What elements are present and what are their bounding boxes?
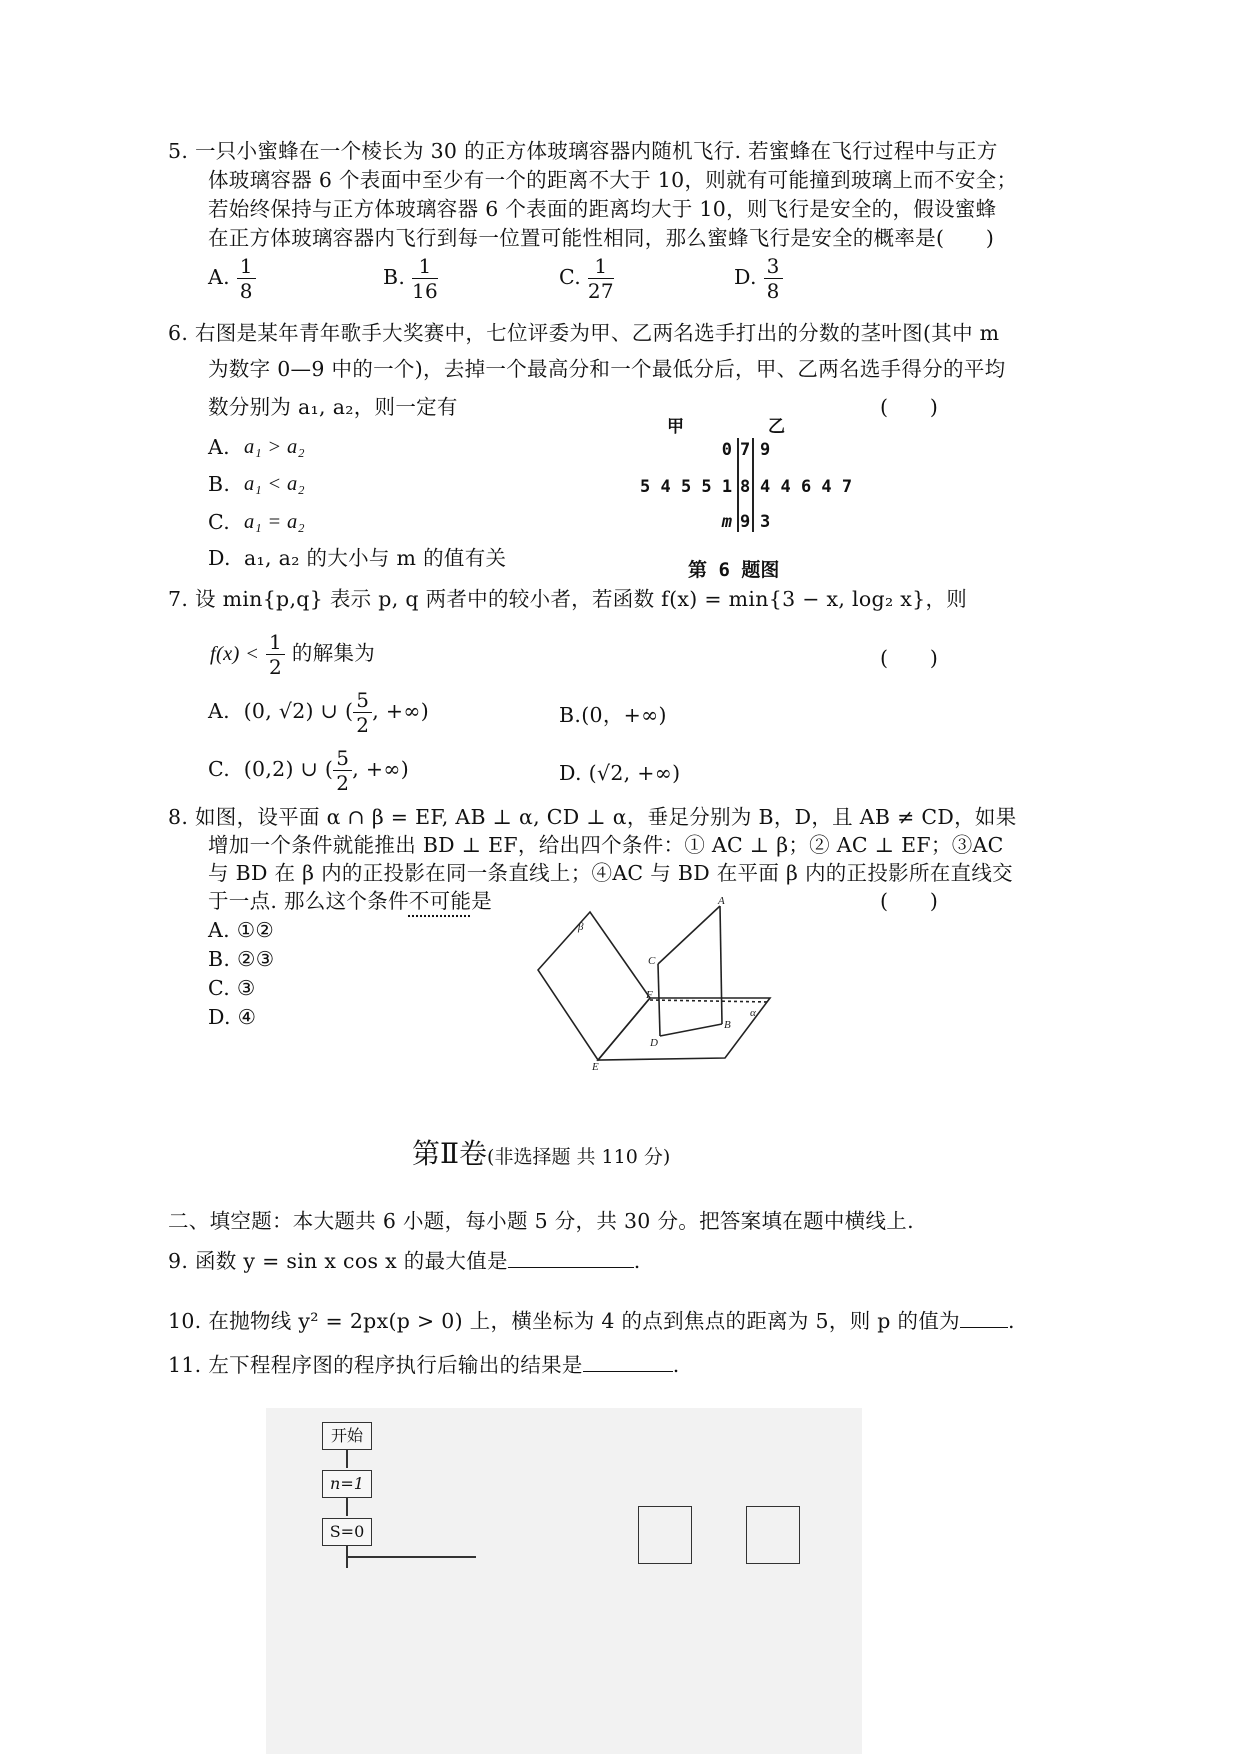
q5-line-2: 体玻璃容器 6 个表面中至少有一个的距离不大于 10，则就有可能撞到玻璃上而不安全； (208, 168, 1018, 192)
stemleaf-header-right: 乙 (768, 417, 785, 437)
label-F: F (646, 989, 653, 1001)
q6-option-a[interactable]: A. (208, 435, 230, 459)
q7-line-1: 7. 设 min{p,q} 表示 p, q 两者中的较小者，若函数 f(x) = min{3 − x, log₂ x}，则 (168, 587, 968, 611)
stemleaf-row-1-right: 9 (760, 440, 771, 460)
section-2-subtitle: (非选择题 共 110 分) (487, 1146, 671, 1168)
fraction: $\frac{1}{27}$ (587, 254, 614, 303)
stemleaf-row-3-left: m (721, 512, 732, 532)
answer-blank[interactable] (583, 1351, 673, 1372)
flowchart-figure (266, 1408, 862, 1754)
q5-line-4: 在正方体玻璃容器内飞行到每一位置可能性相同，那么蜜蜂飞行是安全的概率是( ) (208, 226, 995, 250)
q8-option-d[interactable]: D. ④ (208, 1005, 257, 1029)
option-label: B. (383, 265, 406, 289)
q6-option-c[interactable]: C. (208, 510, 231, 534)
q8-line-4: 于一点. 那么这个条件不可能是 (208, 889, 493, 913)
q8-line-2: 增加一个条件就能推出 BD ⊥ EF，给出四个条件：① AC ⊥ β；② AC ⊥ EF；③AC (208, 833, 1004, 857)
q8-option-b[interactable]: B. ②③ (208, 947, 275, 971)
plane-alpha (598, 998, 770, 1060)
q6-line-2: 为数字 0—9 中的一个)，去掉一个最高分和一个最低分后，甲、乙两名选手得分的平均 (208, 357, 1006, 381)
q5-line-3: 若始终保持与正方体玻璃容器 6 个表面的距离均大于 10，则飞行是安全的，假设蜜蜂 (208, 197, 997, 221)
option-label: A. (208, 265, 230, 289)
flow-loop-line (346, 1556, 476, 1558)
stemleaf-row-1-stem: 7 (740, 440, 751, 460)
q8-answer-paren[interactable]: ( ) (880, 889, 939, 913)
q8-line-3: 与 BD 在 β 内的正投影在同一条直线上；④AC 与 BD 在平面 β 内的正投影所在直线交 (208, 861, 1013, 885)
segment-DB (660, 1024, 722, 1036)
q7-line-2: f(x) < $\frac{1}{2}$ 的解集为 (210, 630, 376, 679)
label-A: A (718, 895, 725, 907)
question-9: 9. 函数 y = sin x cos x 的最大值是 . (168, 1249, 641, 1273)
q6-option-d[interactable]: D. (208, 546, 231, 570)
flow-arrow (346, 1498, 348, 1516)
flow-box (746, 1506, 800, 1564)
label-B: B (724, 1019, 731, 1031)
planes-figure (520, 890, 790, 1080)
q7-answer-paren[interactable]: ( ) (880, 646, 939, 670)
option-label: D. (734, 265, 757, 289)
flow-s-init: S=0 (322, 1518, 372, 1546)
q5-option-d[interactable] (734, 254, 783, 303)
q6-option-c-text: a₁ = a₂ (244, 511, 305, 533)
flow-start: 开始 (322, 1422, 372, 1450)
answer-blank[interactable] (508, 1247, 634, 1268)
label-C: C (648, 955, 656, 967)
q5-option-a[interactable] (208, 254, 256, 303)
label-alpha: α (750, 1007, 756, 1019)
label-D: D (650, 1037, 658, 1049)
flow-box (638, 1506, 692, 1564)
label-beta: β (578, 921, 584, 933)
segment-AB (720, 906, 722, 1024)
q8-option-a[interactable]: A. ①② (208, 918, 275, 942)
stem-divider-left (737, 438, 739, 532)
stem-divider-right (752, 438, 754, 532)
q6-line-3: 数分别为 a₁, a₂，则一定有 (208, 395, 458, 419)
fraction: $\frac{1}{16}$ (412, 254, 439, 303)
stemleaf-caption: 第 6 题图 (688, 559, 780, 581)
flow-arrow (346, 1450, 348, 1468)
stemleaf-row-2-left: 5 4 5 5 1 (640, 477, 733, 497)
question-11: 11. 左下程程序图的程序执行后输出的结果是 . (168, 1353, 680, 1377)
fraction: $\frac{1}{8}$ (237, 254, 256, 303)
fraction: $\frac{1}{2}$ (266, 630, 285, 679)
q6-line-1: 6. 右图是某年青年歌手大奖赛中，七位评委为甲、乙两名选手打出的分数的茎叶图(其中 m (168, 321, 1000, 345)
stemleaf-header-left: 甲 (667, 417, 684, 437)
plane-beta (538, 912, 650, 1060)
q6-option-b-text: a₁ < a₂ (244, 473, 305, 495)
fraction: $\frac{3}{8}$ (764, 254, 783, 303)
q6-option-d-text: a₁, a₂ 的大小与 m 的值有关 (244, 546, 507, 570)
q7-option-b[interactable]: B.(0，+∞) (559, 703, 667, 727)
q7-option-d[interactable]: D. (√2, +∞) (559, 761, 681, 785)
segment-CA (658, 906, 720, 964)
flow-n-init: n=1 (322, 1470, 372, 1498)
q8-option-c[interactable]: C. ③ (208, 976, 256, 1000)
q5-option-c[interactable] (559, 254, 614, 303)
emphasis-text: 不可能 (408, 889, 472, 913)
stemleaf-row-2-stem: 8 (740, 477, 751, 497)
q5-line-1: 5. 一只小蜜蜂在一个棱长为 30 的正方体玻璃容器内随机飞行. 若蜜蜂在飞行过程中与正方 (168, 139, 998, 163)
q6-option-b[interactable]: B. (208, 472, 231, 496)
stemleaf-row-3-stem: 9 (740, 512, 751, 532)
question-10: 10. 在抛物线 y² = 2px(p > 0) 上，横坐标为 4 的点到焦点的距离为 5，则 p 的值为 . (168, 1309, 1015, 1333)
answer-blank[interactable] (960, 1307, 1008, 1328)
q5-option-b[interactable] (383, 254, 438, 303)
q6-option-a-text: a₁ > a₂ (244, 436, 305, 458)
q8-line-1: 8. 如图，设平面 α ∩ β = EF, AB ⊥ α, CD ⊥ α，垂足分别为 B，D，且 AB ≠ CD，如果 (168, 805, 1017, 829)
stemleaf-row-2-right: 4 4 6 4 7 (760, 477, 853, 497)
stemleaf-row-1-left: 0 (721, 440, 732, 460)
q7-option-c[interactable]: C. (0,2) ∪ ( $\frac{5}{2}$ , +∞) (208, 746, 410, 795)
q7-option-a[interactable]: A. (0, √2) ∪ ( $\frac{5}{2}$ , +∞) (208, 688, 430, 737)
option-label: C. (559, 265, 582, 289)
section-2-heading: 二、填空题：本大题共 6 小题，每小题 5 分，共 30 分。把答案填在题中横线上. (168, 1209, 914, 1233)
section-2-title: 第Ⅱ卷(非选择题 共 110 分) (412, 1137, 671, 1170)
stemleaf-row-3-right: 3 (760, 512, 771, 532)
label-E: E (592, 1061, 599, 1073)
segment-FB-dashed (650, 1000, 770, 1002)
q6-answer-paren[interactable]: ( ) (880, 395, 939, 419)
